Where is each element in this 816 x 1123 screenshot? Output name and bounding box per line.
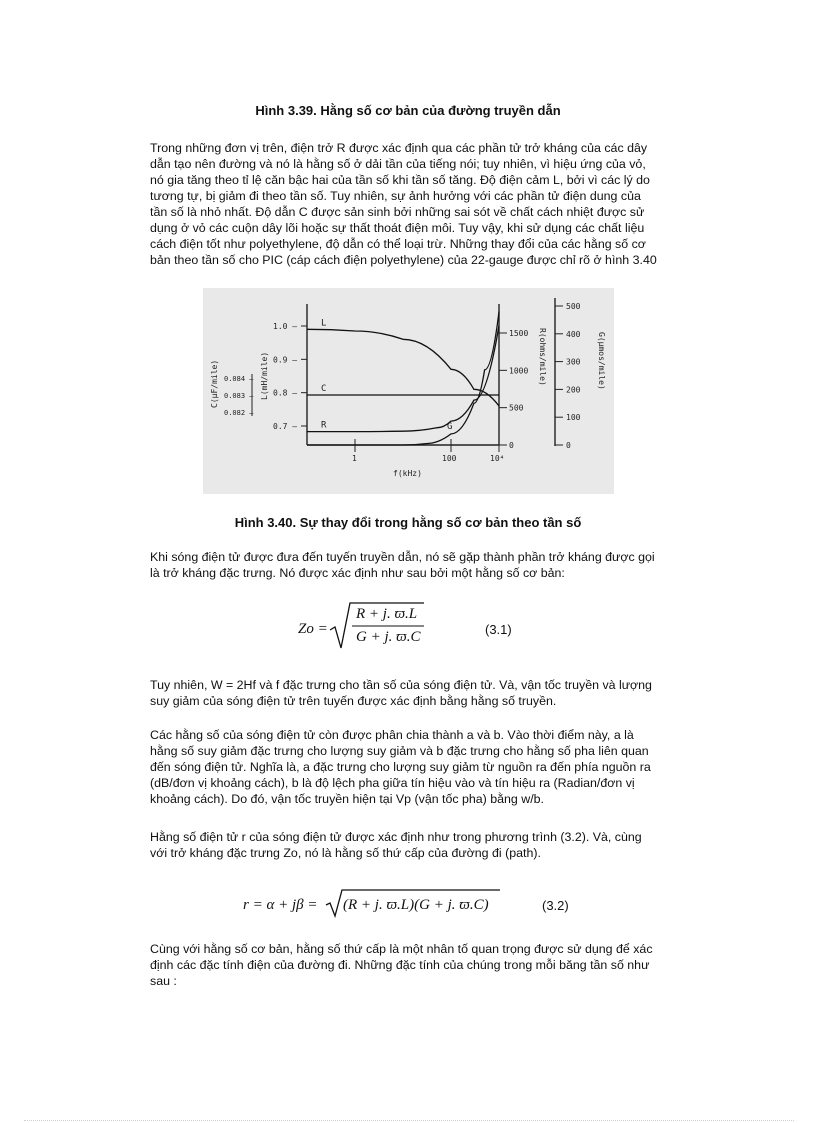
g-axis-label: G(μmos/mile) (597, 332, 606, 390)
r-axis-tick-label: 0 (509, 441, 514, 450)
series-R-line (307, 326, 499, 432)
x-axis-tick-label: 1 (352, 454, 357, 463)
series-C-label: C (321, 384, 327, 394)
c-axis-label: C(μF/mile) (210, 359, 219, 408)
paragraph-3 (150, 677, 690, 709)
paragraph-5 (150, 829, 690, 861)
l-axis-tick-label: 1.0 — (273, 322, 298, 331)
text-line: dụng ở vỏ các cuộn dây lõi hoặc sự thất thoát điện môi. Tuy vậy, khi sử dụng các chất liệu (150, 221, 645, 235)
eq2-number: (3.2) (542, 898, 569, 913)
text-line: Khi sóng điện tử được đưa đến tuyến truyền dẫn, nó sẽ gặp thành phần trở kháng được gọi (150, 550, 655, 564)
c-axis-tick-label: 0.083 — (224, 392, 254, 400)
l-axis-tick-label: 0.8 — (273, 388, 298, 398)
text-line: Các hằng số của sóng điện tử còn được phân chia thành a và b. Vào thời điểm này, a là (150, 728, 634, 742)
text-line: Tuy nhiên, W = 2Hf và f đặc trưng cho tần số của sóng điện tử. Và, vận tốc truyền và lượng (150, 678, 652, 692)
text-line: Cùng với hằng số cơ bản, hằng số thứ cấp là một nhân tố quan trọng được sử dụng để xác (150, 942, 653, 956)
figure-340-caption: Hình 3.40. Sự thay đổi trong hằng số cơ bản theo tần số (234, 515, 582, 530)
eq1-numerator: R + j. ϖ.L (356, 606, 418, 622)
g-axis-tick-label: 0 (566, 441, 571, 450)
text-line: là trở kháng đặc trưng. Nó được xác định như sau bởi một hằng số cơ bản: (150, 566, 565, 580)
x-axis-label: f(kHz) (393, 469, 422, 478)
figure-339-caption: Hình 3.39. Hằng số cơ bản của đường truyền dẫn (255, 103, 561, 118)
text-line: suy giảm của sóng điện tử trên tuyến được xác định bằng hằng số truyền. (150, 694, 557, 708)
series-G-line (307, 312, 499, 445)
text-line: cách điện tốt như polyethylene, độ dẫn có thể loại trừ. Những thay đổi của các hằng số cơ (150, 237, 646, 251)
text-line: Hằng số điện tử r của sóng điện tử được xác định như trong phương trình (3.2). Và, cùng (150, 830, 642, 844)
c-axis-tick-label: 0.084 — (224, 375, 254, 383)
text-line: đến sóng điện tử. Nghĩa là, a đặc trưng cho lượng suy giảm từ nguồn ra đến phía nguồn ra (150, 760, 651, 774)
text-line: tần số là nhỏ nhất. Độ dẫn C được sản sinh bởi những sai sót về chất cách nhiệt được sử (150, 205, 645, 219)
figure-340-chart (203, 288, 614, 494)
series-L-label: L (321, 318, 327, 329)
page-bottom-rule (24, 1120, 794, 1121)
g-axis-tick-label: 400 (566, 329, 581, 339)
text-line: tương tự, bị giảm đi theo tần số. Tuy nhiên, sự ảnh hưởng với các phần tử điện dung của (150, 189, 641, 203)
paragraph-6 (150, 941, 690, 989)
eq2-lhs: r = α + jβ = (243, 897, 318, 913)
l-axis-label: L(mH/mile) (260, 351, 269, 400)
text-line: dẫn tạo nên đường và nó là hằng số ở dải tần của tiếng nói; tuy nhiên, vì hiệu ứng của vỏ, (150, 157, 646, 171)
text-line: định các đặc tính điện của đường đi. Những đặc tính của chúng trong mỗi băng tần số như (150, 958, 650, 972)
g-axis-tick-label: 200 (566, 385, 581, 395)
paragraph-4 (150, 727, 690, 807)
paragraph-1 (150, 140, 690, 268)
g-axis-tick-label: 300 (566, 357, 581, 367)
r-axis-label: R(ohms/mile) (538, 328, 547, 386)
eq1-lhs: Zo = (298, 621, 328, 637)
chart-svg (203, 288, 614, 494)
text-line: Trong những đơn vị trên, điện trở R được xác định qua các phần tử trở kháng của các dây (150, 141, 648, 155)
x-axis-tick-label: 100 (442, 454, 457, 463)
g-axis-tick-label: 100 (566, 413, 581, 423)
c-axis-tick-label: 0.082 — (224, 409, 254, 417)
text-line: hằng số suy giảm đặc trưng cho lượng suy giảm và b đặc trưng cho hằng số pha liên quan (150, 744, 649, 758)
series-G-label: G (447, 421, 453, 432)
l-axis-tick-label: 0.9 — (273, 355, 298, 365)
l-axis-tick-label: 0.7 — (273, 422, 298, 431)
eq1-denominator: G + j. ϖ.C (356, 629, 421, 645)
eq1-number: (3.1) (485, 622, 512, 637)
text-line: nó gia tăng theo tỉ lệ căn bậc hai của tần số khi tần số tăng. Độ điện cảm L, bởi vì các lý do (150, 173, 650, 187)
paragraph-2 (150, 549, 690, 581)
text-line: khoảng cách). Do đó, vận tốc truyền hiện tại Vp (vận tốc pha) bằng w/b. (150, 792, 544, 806)
x-axis-tick-label: 10⁴ (490, 454, 505, 463)
g-axis-tick-label: 500 (566, 302, 581, 311)
r-axis-tick-label: 1500 (509, 329, 529, 338)
text-line: với trở kháng đặc trưng Zo, nó là hằng số thứ cấp của đường đi (path). (150, 846, 541, 860)
text-line: bản theo tần số cho PIC (cáp cách điện polyethylene) của 22-gauge được chỉ rõ ở hình 3.40 (150, 253, 657, 267)
r-axis-tick-label: 1000 (509, 366, 529, 376)
series-R-label: R (321, 420, 327, 431)
text-line: sau : (150, 974, 177, 988)
r-axis-tick-label: 500 (509, 403, 524, 413)
text-line: (dB/đơn vị khoảng cách), b là độ lệch pha giữa tín hiệu vào và tín hiệu ra (Radian/đơn vị (150, 776, 635, 790)
eq2-radicand: (R + j. ϖ.L)(G + j. ϖ.C) (343, 897, 489, 913)
